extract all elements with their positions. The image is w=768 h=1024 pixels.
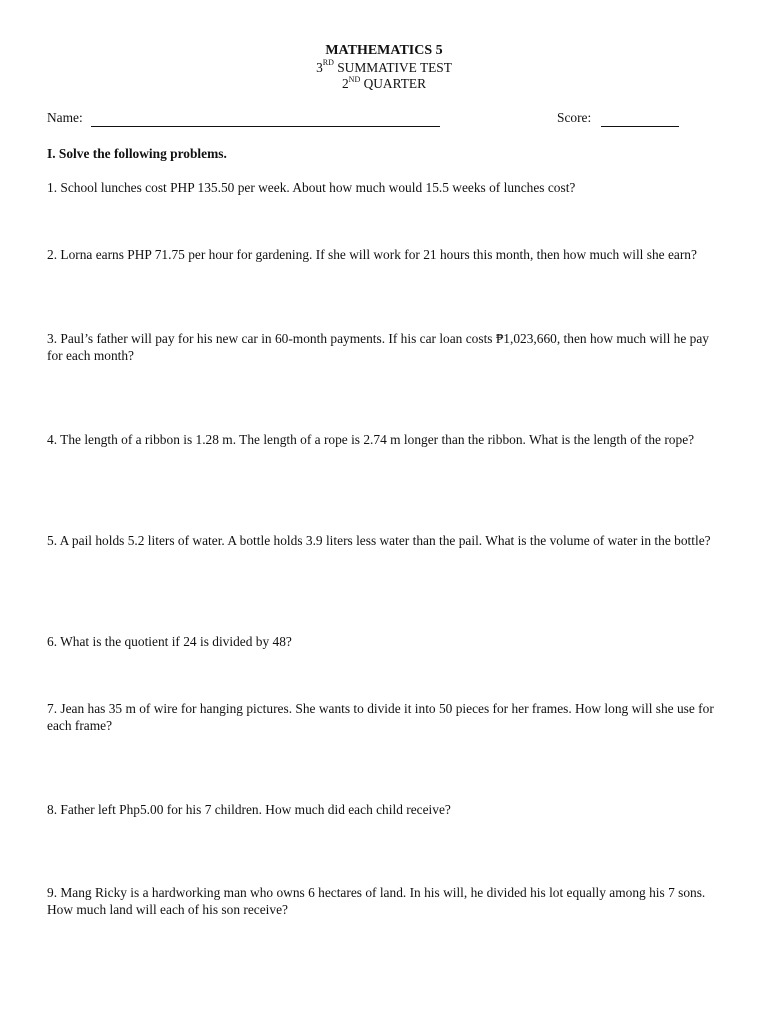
quarter-number: 2 bbox=[341, 76, 349, 91]
student-info-row bbox=[47, 110, 682, 128]
quarter-label: QUARTER bbox=[360, 76, 427, 91]
test-number-suffix: RD bbox=[322, 58, 334, 68]
name-label: Name: bbox=[47, 110, 83, 125]
test-number: 3 bbox=[316, 59, 323, 75]
problem-5: 5. A pail holds 5.2 liters of water. A bottle holds 3.9 liters less water than the pail. What is the volume of water in the bottle? bbox=[47, 533, 711, 548]
problem-6: 6. What is the quotient if 24 is divided by 48? bbox=[47, 634, 292, 649]
problem-9: 9. Mang Ricky is a hardworking man who owns 6 hectares of land. In his will, he divided his lot equally among his 7 sons. How much land will each of his son receive? bbox=[47, 885, 706, 917]
score-label: Score: bbox=[557, 110, 592, 125]
problem-7: 7. Jean has 35 m of wire for hanging pictures. She wants to divide it into 50 pieces for her frames. How long will she use for each frame? bbox=[47, 701, 714, 733]
quarter-subtitle bbox=[0, 76, 768, 93]
quarter-number-suffix: ND bbox=[348, 74, 361, 84]
section-heading: I. Solve the following problems. bbox=[47, 146, 227, 161]
test-subtitle bbox=[0, 60, 768, 77]
test-type: SUMMATIVE TEST bbox=[333, 59, 452, 75]
test-header bbox=[0, 43, 768, 93]
problem-1: 1. School lunches cost PHP 135.50 per week. About how much would 15.5 weeks of lunches cost? bbox=[47, 180, 576, 195]
score-blank-line[interactable] bbox=[601, 126, 679, 127]
problem-2: 2. Lorna earns PHP 71.75 per hour for gardening. If she will work for 21 hours this month, then how much will she earn? bbox=[47, 247, 697, 262]
problem-3: 3. Paul’s father will pay for his new car in 60-month payments. If his car loan costs ₱1,023,660, then how much will he pay for each month? bbox=[47, 331, 709, 363]
problem-4: 4. The length of a ribbon is 1.28 m. The length of a rope is 2.74 m longer than the ribbon. What is the length of the rope? bbox=[47, 432, 695, 447]
name-blank-line[interactable] bbox=[91, 126, 440, 127]
problem-8: 8. Father left Php5.00 for his 7 children. How much did each child receive? bbox=[47, 802, 451, 817]
page-title: MATHEMATICS 5 bbox=[325, 43, 443, 58]
